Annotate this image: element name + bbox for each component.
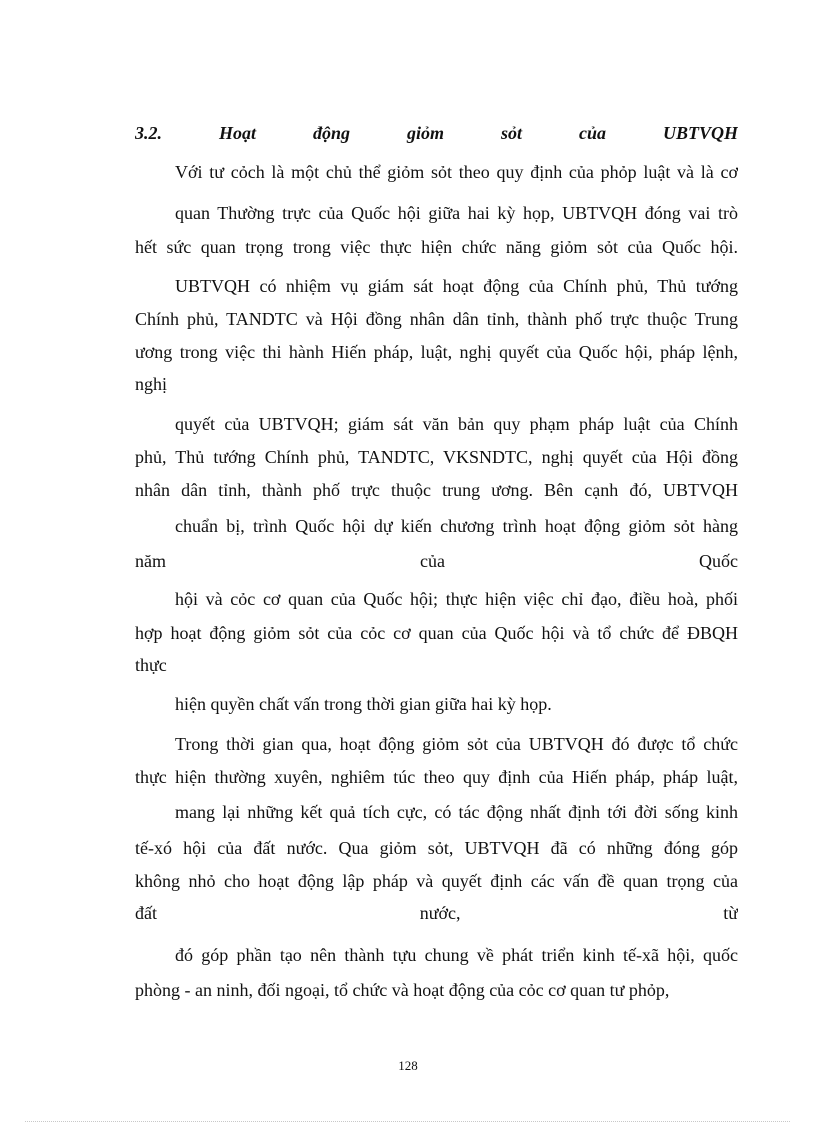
text-line: Chính phủ, TANDTC và Hội đồng nhân dân tỉnh, thành phố trực thuộc Trung bbox=[135, 309, 738, 329]
text-line: nghị bbox=[135, 374, 168, 394]
text-line: quyết của UBTVQH; giám sát văn bản quy phạm pháp luật của Chính bbox=[175, 414, 738, 434]
page-bottom-divider bbox=[25, 1121, 790, 1122]
text-line: thực bbox=[135, 655, 167, 675]
text-line: phòng - an ninh, đối ngoại, tổ chức và hoạt động của cỏc cơ quan tư phỏp, bbox=[135, 980, 670, 1000]
text-line: đất nước, từ bbox=[135, 903, 738, 923]
text-line: thực hiện thường xuyên, nghiêm túc theo quy định của Hiến pháp, pháp luật, bbox=[135, 767, 738, 787]
text-line: mang lại những kết quả tích cực, có tác động nhất định tới đời sống kinh bbox=[175, 802, 738, 822]
text-line: Với tư cỏch là một chủ thể giỏm sỏt theo quy định của phỏp luật và là cơ bbox=[175, 162, 738, 182]
text-line: quan Thường trực của Quốc hội giữa hai kỳ họp, UBTVQH đóng vai trò bbox=[175, 203, 738, 223]
text-line: UBTVQH có nhiệm vụ giám sát hoạt động của Chính phủ, Thủ tướng bbox=[175, 276, 738, 296]
text-line: Trong thời gian qua, hoạt động giỏm sỏt của UBTVQH đó được tổ chức bbox=[175, 734, 738, 754]
text-line: nhân dân tỉnh, thành phố trực thuộc trung ương. Bên cạnh đó, UBTVQH bbox=[135, 480, 738, 500]
text-line: năm của Quốc bbox=[135, 551, 738, 571]
section-heading: 3.2. Hoạt động giỏm sỏt của UBTVQH bbox=[135, 123, 738, 143]
page-number: 128 bbox=[398, 1058, 418, 1073]
text-line: hết sức quan trọng trong việc thực hiện chức năng giỏm sỏt của Quốc hội. bbox=[135, 237, 738, 257]
text-line: ương trong việc thi hành Hiến pháp, luật, nghị quyết của Quốc hội, pháp lệnh, bbox=[135, 342, 738, 362]
text-line: hợp hoạt động giỏm sỏt của cỏc cơ quan của Quốc hội và tổ chức để ĐBQH bbox=[135, 623, 738, 643]
text-line: đó góp phần tạo nên thành tựu chung về phát triển kinh tế-xã hội, quốc bbox=[175, 945, 738, 965]
text-line: phủ, Thủ tướng Chính phủ, TANDTC, VKSNDTC, nghị quyết của Hội đồng bbox=[135, 447, 738, 467]
text-line: hiện quyền chất vấn trong thời gian giữa hai kỳ họp. bbox=[175, 694, 552, 714]
text-line: chuẩn bị, trình Quốc hội dự kiến chương trình hoạt động giỏm sỏt hàng bbox=[175, 516, 738, 536]
text-line: hội và cỏc cơ quan của Quốc hội; thực hiện việc chỉ đạo, điều hoà, phối bbox=[175, 589, 738, 609]
text-line: tế-xó hội của đất nước. Qua giỏm sỏt, UBTVQH đã có những đóng góp bbox=[135, 838, 738, 858]
text-line: không nhỏ cho hoạt động lập pháp và quyết định các vấn đề quan trọng của bbox=[135, 871, 738, 891]
